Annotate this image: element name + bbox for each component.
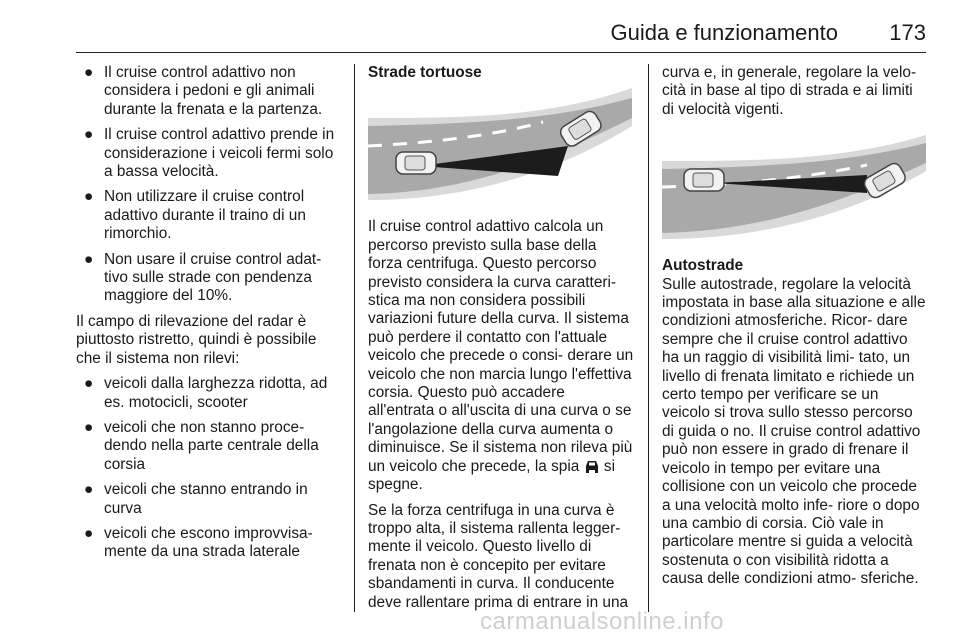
- list-item: ● veicoli che stanno entrando in curva: [84, 481, 308, 517]
- bullet: ●: [84, 126, 94, 144]
- limitations-list: [76, 64, 344, 306]
- bullet: ●: [84, 418, 94, 436]
- list-item: ● Il cruise control adattivo non considera i pedoni e gli animali durante la frenata e la partenza.: [84, 64, 323, 118]
- header-divider: [76, 52, 926, 53]
- bullet: ●: [84, 188, 94, 206]
- list-item: ● Non utilizzare il cruise control adattivo durante il traino di un rimorchio.: [84, 188, 306, 243]
- list-item: ● veicoli che escono improvvisa- mente da una strada laterale: [84, 524, 313, 561]
- column-2: [368, 64, 634, 619]
- radar-range-paragraph: Il campo di rilevazione del radar è piuttosto ristretto, quindi è possibile che il sistema non rilevi:: [76, 312, 317, 367]
- column-3: [662, 64, 926, 596]
- column-divider-1: [354, 64, 355, 612]
- winding-roads-paragraph-1: Il cruise control adattivo calcola un percorso previsto sulla base della forza centrifuga. Questo percorso previsto considera la curva caratteri- stica ma non considera possibili variazioni future della curva. Il sistema può perdere il contatto con l'attuale veicolo che precede o consi- derare un veicolo che non marcia lungo l'effettiva corsia. Questo può accadere all'entrata o all'uscita di una curva o se l'angolazione della curva aumenta o diminuisce. Se il sistema non rileva più un veicolo che precede, la spia si spegne.: [368, 218, 634, 494]
- bullet: ●: [84, 481, 94, 499]
- list-item: ● Non usare il cruise control adat- tivo sulle strade con pendenza maggiore del 10%.: [84, 250, 322, 305]
- winding-roads-paragraph-2: Se la forza centrifuga in una curva è troppo alta, il sistema rallenta legger- mente il veicolo. Questo livello di frenata non è concepito per evitare sbandamenti in curva. Il conducente deve rallentare prima di entrare in una: [368, 501, 629, 611]
- section-title: Guida e funzionamento: [610, 20, 838, 45]
- bullet: ●: [84, 524, 94, 542]
- vehicle-ahead-icon: [584, 459, 600, 473]
- winding-road-illustration: [368, 88, 632, 200]
- highways-heading: Autostrade: [662, 257, 744, 275]
- list-item: ● veicoli che non stanno proce- dendo nella parte centrale della corsia: [84, 418, 319, 473]
- bullet: ●: [84, 64, 94, 81]
- list-item: ● Il cruise control adattivo prende in considerazione i veicoli fermi solo a bassa velocità.: [84, 126, 335, 181]
- highway-illustration: [662, 131, 926, 239]
- undetected-vehicles-list: [76, 375, 344, 562]
- winding-roads-paragraph-continued: curva e, in generale, regolare la velo- cità in base al tipo di strada e ai limiti di velocità vigenti.: [662, 64, 917, 118]
- winding-roads-heading: Strade tortuose: [368, 64, 482, 81]
- watermark: carmanualsonline.info: [480, 608, 724, 635]
- bullet: ●: [84, 375, 94, 393]
- column-1: [76, 64, 344, 569]
- column-divider-2: [648, 64, 649, 612]
- highways-paragraph: Sulle autostrade, regolare la velocità impostata in base alla situazione e alle condizioni atmosferiche. Ricor- dare sempre che il cruise control adattivo ha un raggio di visibilità limi- tato, un livello di frenata limitato e richiede un certo tempo per verificare se un veicolo si trova sullo stesso percorso di guida o no. Il cruise control adattivo può non essere in grado di frenare il veicolo in tempo per evitare una collisione con un veicolo che procede a una velocità molto infe- riore o dopo una cambio di corsia. Ciò vale in particolare mentre si guida a velocità sostenuta o con visibilità ridotta a causa delle condizioni atmo- sferiche.: [662, 275, 926, 588]
- page-header: [0, 18, 926, 58]
- page-number: 173: [889, 20, 926, 45]
- list-item: ● veicoli dalla larghezza ridotta, ad es. motocicli, scooter: [84, 375, 328, 411]
- bullet: ●: [84, 250, 94, 268]
